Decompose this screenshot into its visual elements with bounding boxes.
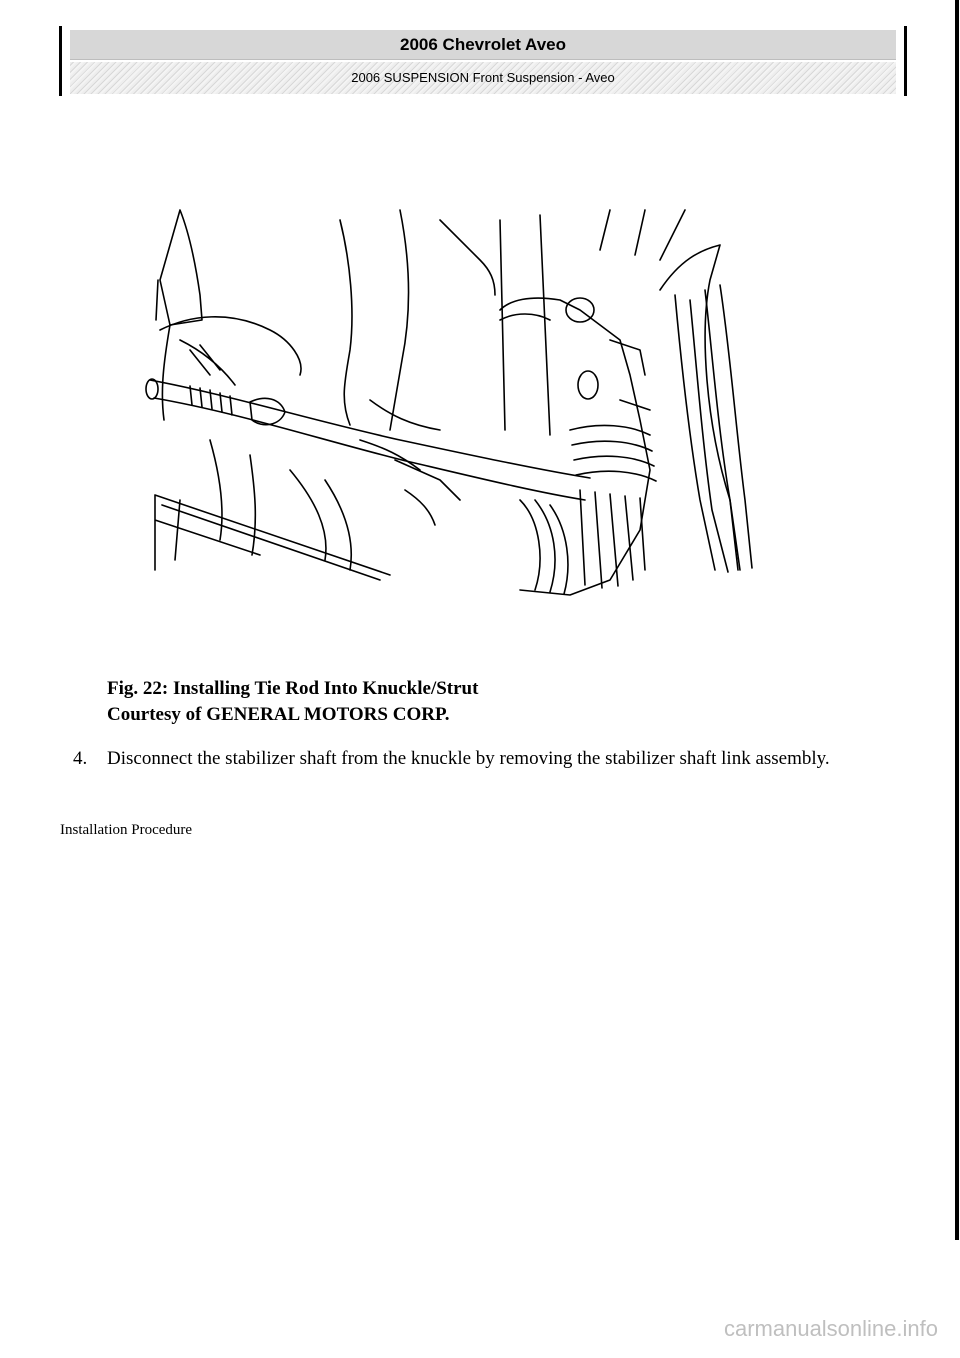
page-edge-rule [955, 0, 959, 1240]
step-number: 4. [73, 748, 88, 769]
page-header [59, 26, 907, 96]
document-title: 2006 Chevrolet Aveo [70, 30, 896, 60]
caption-credit: Courtesy of GENERAL MOTORS CORP. [107, 704, 450, 725]
section-heading: Installation Procedure [60, 822, 193, 838]
caption-title: Fig. 22: Installing Tie Rod Into Knuckle/Strut [107, 678, 479, 699]
site-watermark[interactable]: carmanualsonline.info [723, 1316, 938, 1341]
document-subtitle: 2006 SUSPENSION Front Suspension - Aveo [70, 62, 896, 94]
figure-caption [107, 676, 478, 728]
tie-rod-knuckle-illustration [140, 200, 760, 610]
step-text: Disconnect the stabilizer shaft from the knuckle by removing the stabilizer shaft link assembly. [107, 748, 830, 769]
